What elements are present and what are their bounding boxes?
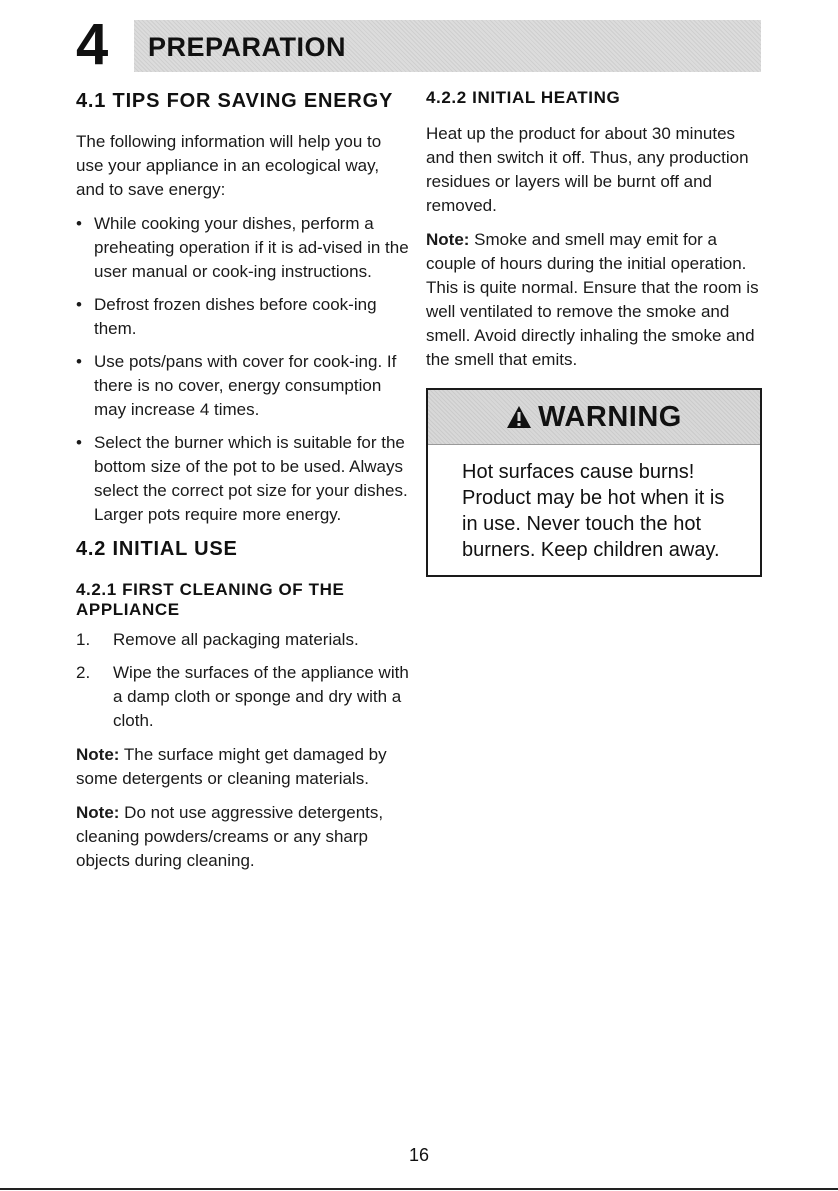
bullet-icon: • [76, 295, 82, 314]
initial-heating-text: Heat up the product for about 30 minutes and then switch it off. Thus, any production residues or layers will be burnt off and removed. [426, 124, 749, 215]
chapter-number: 4 [76, 12, 109, 77]
list-item: • Use pots/pans with cover for cook-ing. If there is no cover, energy consumption may increase 4 times. [76, 352, 397, 419]
warning-triangle-icon [506, 405, 532, 429]
warning-title: WARNING [538, 400, 682, 433]
section-4-2-1-heading: 4.2.1 FIRST CLEANING OF THE APPLIANCE [76, 580, 345, 619]
bullet-icon: • [76, 214, 82, 233]
bottom-rule [0, 1188, 838, 1190]
list-item: 1. Remove all packaging materials. [76, 630, 359, 649]
page-number: 16 [408, 1145, 430, 1165]
section-4-1-intro: The following information will help you to use your appliance in an ecological way, and to save energy: [76, 132, 382, 199]
section-4-1-heading: 4.1 TIPS FOR SAVING ENERGY [76, 90, 394, 112]
bullet-icon: • [76, 352, 82, 371]
warning-header [428, 390, 760, 445]
section-4-2-2-heading: 4.2.2 INITIAL HEATING [426, 88, 621, 107]
list-item: 2. Wipe the surfaces of the appliance with a damp cloth or sponge and dry with a cloth. [76, 663, 409, 730]
list-item: • Defrost frozen dishes before cook-ing them. [76, 295, 377, 338]
list-item: • While cooking your dishes, perform a preheating operation if it is ad-vised in the user manual or cook-ing instructions. [76, 214, 409, 281]
note-aggressive-cleaners: Note: Do not use aggressive detergents, cleaning powders/creams or any sharp objects during cleaning. [76, 803, 384, 870]
section-4-2-heading: 4.2 INITIAL USE [76, 538, 238, 560]
right-column [426, 88, 762, 577]
left-column [76, 88, 412, 883]
warning-text: Hot surfaces cause burns! Product may be hot when it is in use. Never touch the hot burners. Keep children away. [462, 461, 725, 561]
chapter-header-bar [134, 20, 761, 72]
cleaning-steps-list [76, 628, 412, 733]
chapter-title: PREPARATION [148, 32, 347, 62]
list-item: • Select the burner which is suitable for the bottom size of the pot to be used. Always select the correct pot size for your dishes. Larger pots require more energy. [76, 433, 408, 524]
note-detergents: Note: The surface might get damaged by some detergents or cleaning materials. [76, 745, 387, 788]
note-smoke: Note: Smoke and smell may emit for a couple of hours during the initial operation. This is quite normal. Ensure that the room is well ventilated to remove the smoke and smell. Avoid directly inhaling the smoke and the smell that emits. [426, 230, 759, 369]
warning-box [426, 388, 762, 577]
energy-tips-list [76, 212, 412, 527]
bullet-icon: • [76, 433, 82, 452]
